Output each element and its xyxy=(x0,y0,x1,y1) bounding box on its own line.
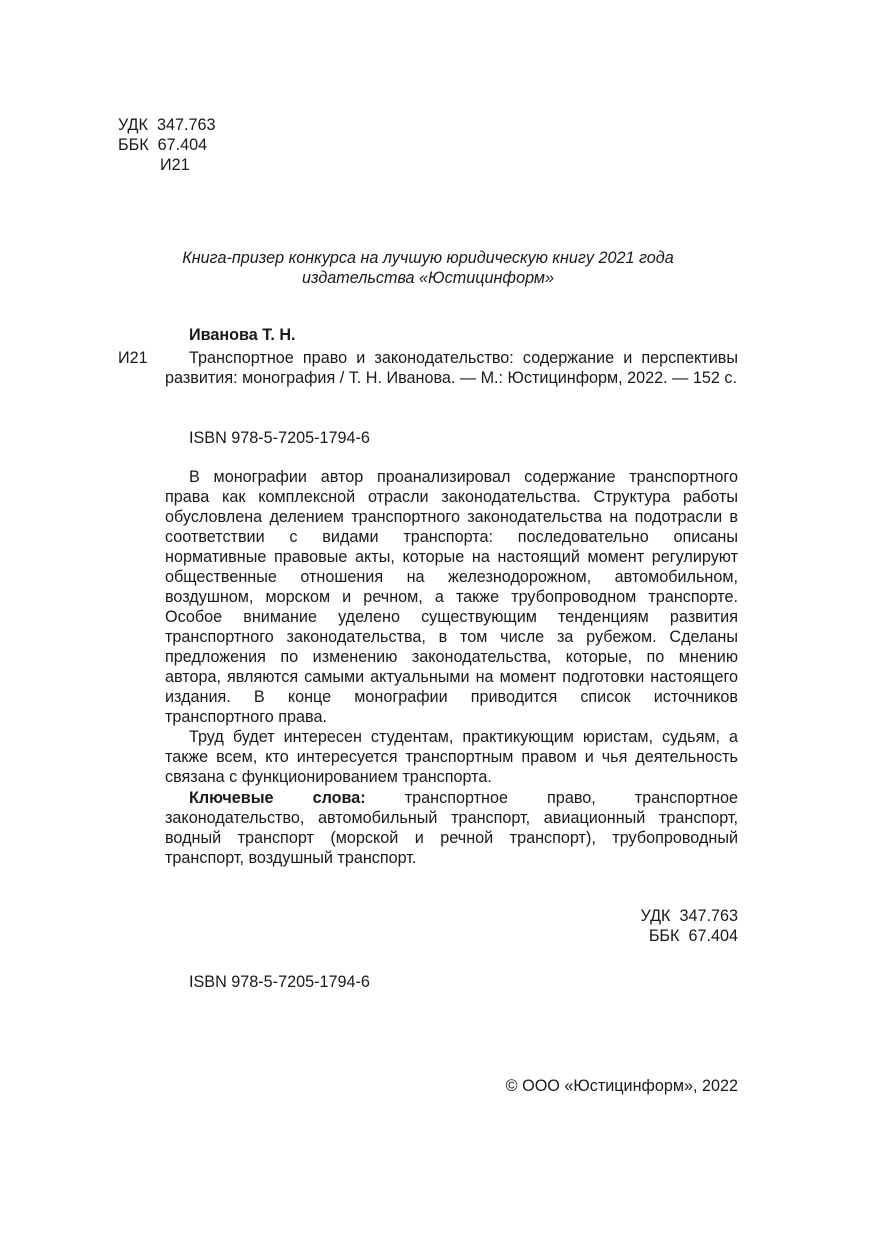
keywords-label: Ключевые слова: xyxy=(189,789,366,807)
abstract xyxy=(165,467,738,787)
keywords xyxy=(165,788,738,868)
author-name: Иванова Т. Н. xyxy=(189,326,296,344)
bottom-classification-block xyxy=(641,906,738,946)
udk-code: УДК 347.763 xyxy=(118,116,216,134)
isbn: ISBN 978-5-7205-1794-6 xyxy=(189,429,370,447)
prize-note-line-2: издательства «Юстицинформ» xyxy=(302,269,554,287)
bibliographic-description: Транспортное право и законодательство: содержание и перспективы развития: монография / Т. Н. Иванова. — М.: Юстицинформ, 2022. — 152 с. xyxy=(165,349,738,387)
author-mark-code: И21 xyxy=(118,349,148,367)
bbk-code: ББК 67.404 xyxy=(118,136,208,154)
abstract-paragraph: В монографии автор проанализировал содержание транспортного права как комплексной отрасли законодательства. Структура работы обусловлена делением транспортного законодательства на подотрасли в соответствии с видами транспорта: последовательно описаны нормативные правовые акты, которые на настоящий момент регулируют общественные отношения на железнодорожном, автомобильном, воздушном, морском и речном, а также трубопроводном транспорте. Особое внимание уделено существующим тенденциям развития транспортного законодательства, в том числе за рубежом. Сделаны предложения по изменению законодательства, которые, по мнению автора, являются самыми актуальными на момент подготовки настоящего издания. В конце монографии приводится список источников транспортного права. xyxy=(165,468,738,726)
copyright: © ООО «Юстицинформ», 2022 xyxy=(505,1077,738,1095)
udk-code-bottom: УДК 347.763 xyxy=(640,907,738,925)
abstract-paragraph: Труд будет интересен студентам, практикующим юристам, судьям, а также всем, кто интересуется транспортным правом и чья деятельность связана с функционированием транспорта. xyxy=(165,728,738,786)
isbn-bottom: ISBN 978-5-7205-1794-6 xyxy=(189,973,370,991)
bbk-code-bottom: ББК 67.404 xyxy=(648,927,738,945)
prize-note-line-1: Книга-призер конкурса на лучшую юридическую книгу 2021 года xyxy=(182,249,674,267)
classification-block xyxy=(118,115,215,175)
prize-note xyxy=(118,248,738,288)
keywords-text: транспортное право, транспортное законодательство, автомобильный транспорт, авиационный транспорт, водный транспорт (морской и речной транспорт), трубопроводный транспорт, воздушный транспорт. xyxy=(165,789,739,867)
author-mark: И21 xyxy=(160,156,190,174)
